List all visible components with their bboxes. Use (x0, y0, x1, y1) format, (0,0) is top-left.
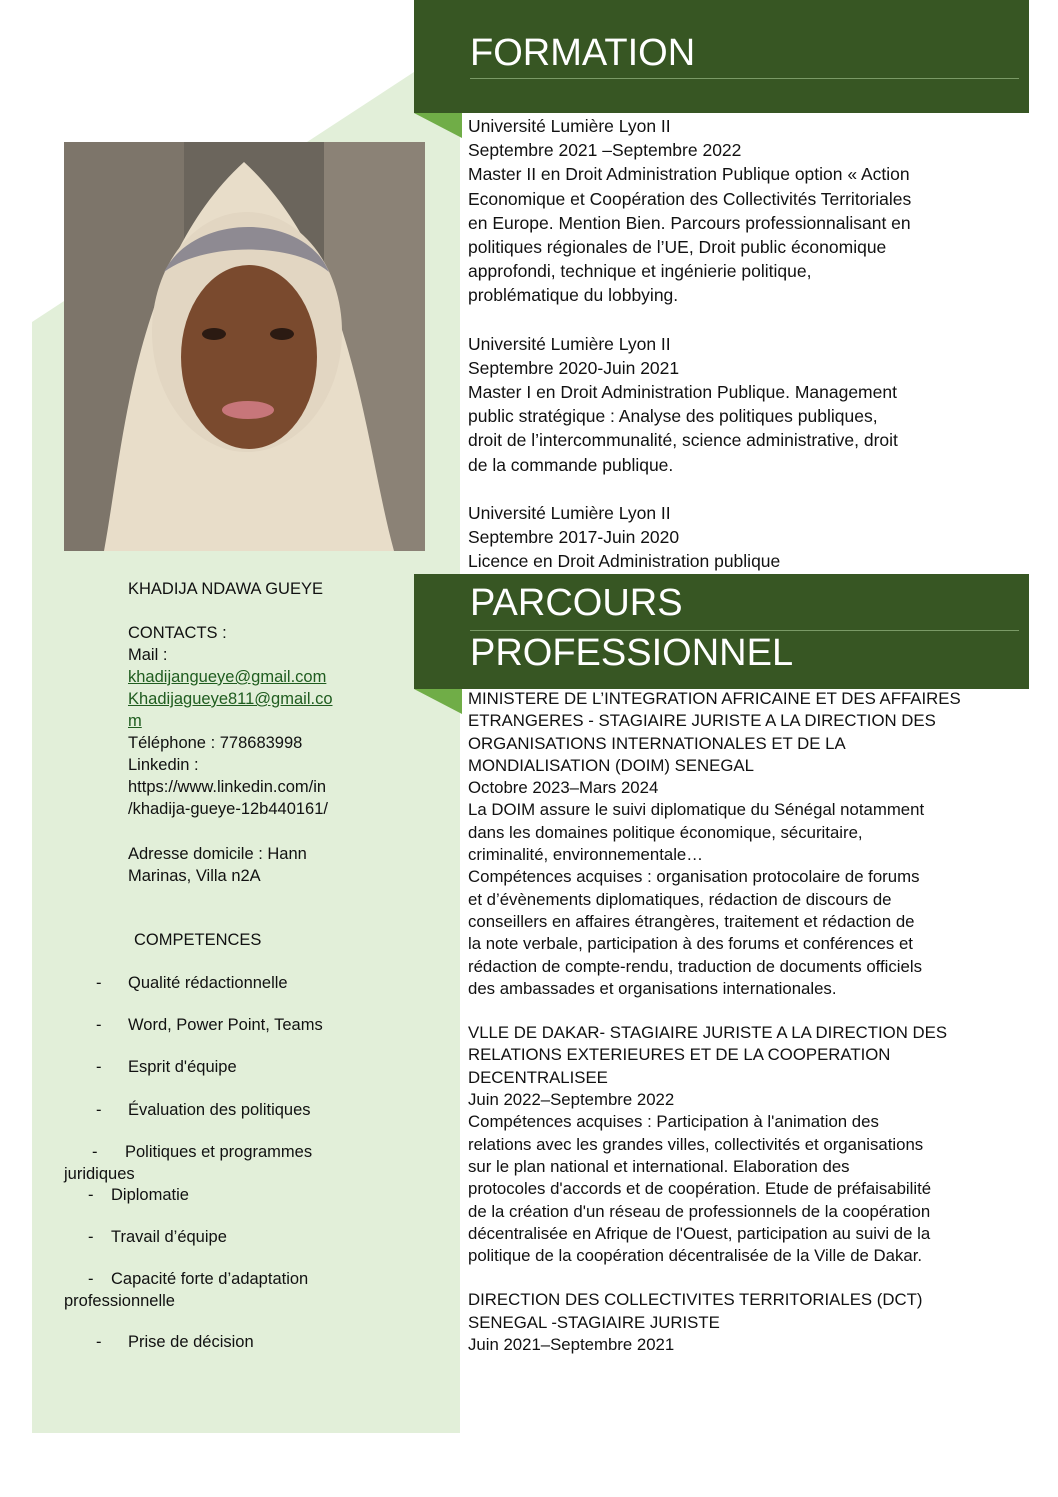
email-link-2[interactable]: Khadijagueye811@gmail.co (128, 690, 333, 708)
skill-item (96, 1056, 237, 1078)
school-name: Université Lumière Lyon II (468, 333, 671, 354)
skill-dash: - (96, 1016, 102, 1034)
skill-item (96, 1331, 254, 1353)
formation-content (468, 114, 998, 573)
experience-entry (468, 1022, 998, 1267)
experience-line: criminalité, environnementale… (468, 845, 704, 865)
skill-item-continuation: juridiques (64, 1165, 135, 1183)
skill-label: Travail d’équipe (111, 1228, 227, 1246)
skill-label: Qualité rédactionnelle (128, 974, 288, 992)
experience-line: de la création d'un réseau de professionnels de la coopération (468, 1201, 931, 1221)
formation-dates: Septembre 2020-Juin 2021 (468, 357, 680, 378)
skill-item-continuation: professionnelle (64, 1292, 175, 1310)
skill-item (88, 1226, 227, 1248)
experience-dates: Juin 2022–Septembre 2022 (468, 1090, 675, 1110)
experience-line: La DOIM assure le suivi diplomatique du Sénégal notamment (468, 800, 925, 820)
experience-dates: Octobre 2023–Mars 2024 (468, 778, 659, 798)
experience-line: la note verbale, participation à des forums et conférences et (468, 934, 913, 954)
experience-line: conseillers en affaires étrangères, traitement et rédaction de (468, 911, 915, 931)
formation-line: problématique du lobbying. (468, 285, 679, 306)
skill-dash: - (92, 1143, 98, 1161)
experience-line: et d’évènements diplomatiques, rédaction de discours de (468, 889, 892, 909)
address-line-2: Marinas, Villa n2A (128, 867, 261, 885)
linkedin-url-line2: /khadija-gueye-12b440161/ (128, 800, 328, 818)
experience-line: protocoles d'accords et de coopération. Etude de préfaisabilité (468, 1179, 932, 1199)
formation-line: Licence en Droit Administration publique (468, 551, 781, 572)
banner-rule (470, 630, 1019, 631)
formation-line: Economique et Coopération des Collectivités Territoriales (468, 188, 912, 209)
experience-line: dans les domaines politique économique, sécuritaire, (468, 822, 863, 842)
skill-dash: - (96, 1333, 102, 1351)
skill-label: Diplomatie (111, 1186, 189, 1204)
skill-item (96, 1014, 323, 1036)
formation-entry (468, 332, 998, 477)
formation-line: Master II en Droit Administration Publique option « Action (468, 164, 910, 185)
profile-photo (64, 142, 425, 551)
skill-dash: - (88, 1186, 94, 1204)
experience-line: VLLE DE DAKAR- STAGIAIRE JURISTE A LA DIRECTION DES (468, 1023, 948, 1043)
skill-label: Capacité forte d’adaptation (111, 1270, 309, 1288)
formation-entry (468, 114, 998, 308)
experience-entry (468, 1289, 998, 1356)
banner-rule (470, 78, 1019, 79)
contacts-heading: CONTACTS : (128, 624, 227, 642)
contacts-section (128, 622, 373, 820)
experience-dates: Juin 2021–Septembre 2021 (468, 1335, 675, 1355)
skill-dash: - (96, 1058, 102, 1076)
skill-label: Prise de décision (128, 1333, 254, 1351)
formation-line: de la commande publique. (468, 454, 674, 475)
formation-banner (414, 0, 1029, 113)
experience-line: sur le plan national et international. Elaboration des (468, 1156, 850, 1176)
formation-line: Master I en Droit Administration Publique. Management (468, 382, 897, 403)
skill-label: Politiques et programmes (125, 1143, 313, 1161)
experience-entry (468, 688, 998, 1000)
experience-line: des ambassades et organisations internationales. (468, 978, 837, 998)
formation-line: public stratégique : Analyse des politiques publiques, (468, 406, 878, 427)
experience-line: politique de la coopération décentralisée de la Ville de Dakar. (468, 1246, 923, 1266)
experience-line: SENEGAL -STAGIAIRE JURISTE (468, 1312, 720, 1332)
parcours-title-line2: PROFESSIONNEL (470, 632, 794, 674)
formation-line: approfondi, technique et ingénierie politique, (468, 261, 812, 282)
formation-dates: Septembre 2021 –Septembre 2022 (468, 140, 742, 161)
experience-line: ETRANGERES - STAGIAIRE JURISTE A LA DIRECTION DES (468, 711, 936, 731)
linkedin-label: Linkedin : (128, 756, 199, 774)
address-line-1: Adresse domicile : Hann (128, 845, 307, 863)
skill-item (88, 1268, 309, 1290)
email-link-1[interactable]: khadijangueye@gmail.com (128, 668, 327, 686)
skill-label: Word, Power Point, Teams (128, 1016, 323, 1034)
formation-line: politiques régionales de l’UE, Droit public économique (468, 237, 887, 258)
linkedin-url-line1: https://www.linkedin.com/in (128, 778, 327, 796)
parcours-title-line1: PARCOURS (470, 582, 683, 624)
parcours-banner (414, 574, 1029, 689)
experience-line: ORGANISATIONS INTERNATIONALES ET DE LA (468, 733, 846, 753)
experience-line: relations avec les grandes villes, collectivités et organisations (468, 1134, 924, 1154)
skill-dash: - (88, 1228, 94, 1246)
candidate-name: KHADIJA NDAWA GUEYE (128, 580, 323, 598)
experience-line: rédaction de compte-rendu, traduction de documents officiels (468, 956, 922, 976)
formation-line: droit de l’intercommunalité, science administrative, droit (468, 430, 898, 451)
email-link-2-tail[interactable]: m (128, 712, 142, 730)
experience-line: RELATIONS EXTERIEURES ET DE LA COOPERATION (468, 1045, 891, 1065)
school-name: Université Lumière Lyon II (468, 116, 671, 136)
mail-label: Mail : (128, 646, 168, 664)
experience-line: MONDIALISATION (DOIM) SENEGAL (468, 755, 754, 775)
experience-line: MINISTERE DE L’INTEGRATION AFRICAINE ET DES AFFAIRES (468, 689, 961, 708)
experience-line: DIRECTION DES COLLECTIVITES TERRITORIALES (DCT) (468, 1290, 923, 1310)
formation-dates: Septembre 2017-Juin 2020 (468, 527, 680, 548)
formation-line: en Europe. Mention Bien. Parcours professionnalisant en (468, 212, 911, 233)
experience-line: décentralisée en Afrique de l'Ouest, participation au suivi de la (468, 1223, 931, 1243)
skill-dash: - (96, 974, 102, 992)
skill-label: Évaluation des politiques (128, 1101, 311, 1119)
formation-title: FORMATION (470, 32, 696, 74)
experience-line: Compétences acquises : organisation protocolaire de forums (468, 867, 920, 887)
skill-label: Esprit d'équipe (128, 1058, 237, 1076)
school-name: Université Lumière Lyon II (468, 502, 671, 523)
experience-line: Compétences acquises : Participation à l'animation des (468, 1112, 879, 1132)
address-section (128, 843, 358, 887)
parcours-content (468, 688, 998, 1356)
skill-item (92, 1141, 313, 1163)
skill-item (96, 1099, 311, 1121)
skill-item (96, 972, 288, 994)
skill-item (88, 1184, 189, 1206)
formation-entry (468, 501, 998, 574)
skill-dash: - (88, 1270, 94, 1288)
phone-text: Téléphone : 778683998 (128, 734, 303, 752)
experience-line: DECENTRALISEE (468, 1067, 608, 1087)
competences-heading: COMPETENCES (134, 931, 262, 949)
skill-dash: - (96, 1101, 102, 1119)
